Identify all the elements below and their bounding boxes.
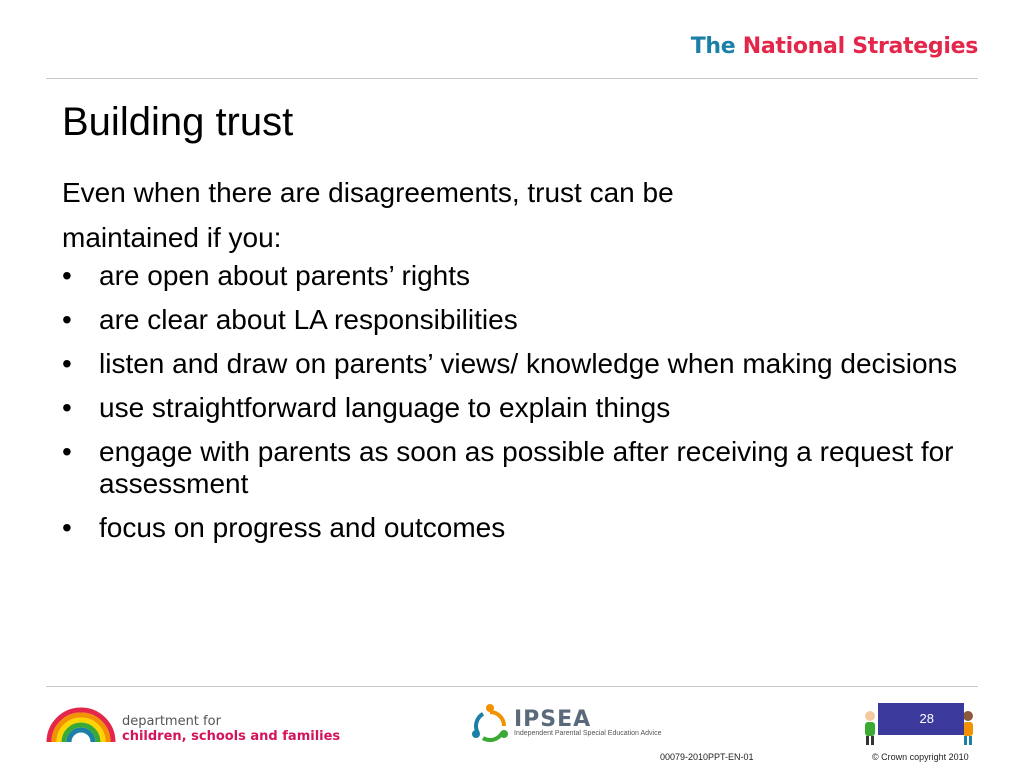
intro-line-1: Even when there are disagreements, trust can be (62, 177, 674, 208)
bullet-dot: • (62, 304, 72, 335)
bullet-item (62, 436, 962, 500)
ipsea-emblem-icon (470, 702, 510, 746)
copyright-notice: © Crown copyright 2010 (872, 752, 969, 762)
bullet-dot: • (62, 348, 72, 379)
footer-divider (46, 686, 978, 687)
bullet-text: engage with parents as soon as possible after receiving a request for assessment (99, 436, 954, 499)
bullet-dot: • (62, 392, 72, 423)
ipsea-logo (470, 702, 662, 751)
bullet-text: are open about parents’ rights (99, 260, 470, 291)
dcsf-line-1: department for (122, 714, 221, 729)
bullet-list (62, 260, 962, 556)
bullet-text: are clear about LA responsibilities (99, 304, 518, 335)
page-number: 28 (919, 711, 934, 726)
ipsea-tagline: Independent Parental Special Education Advice (514, 730, 662, 737)
header-divider (46, 78, 978, 79)
bullet-item (62, 512, 962, 544)
brand-name: National Strategies (742, 34, 978, 59)
bullet-item (62, 348, 962, 380)
page-number-box (878, 703, 964, 735)
bullet-dot: • (62, 260, 72, 291)
intro-line-2: maintained if you: (62, 222, 282, 253)
brand-the: The (690, 34, 736, 59)
dcsf-line-2: children, schools and families (122, 729, 341, 744)
rainbow-icon (46, 706, 116, 742)
national-strategies-logo (691, 34, 978, 59)
slide-title: Building trust (62, 100, 294, 144)
bullet-text: use straightforward language to explain things (99, 392, 671, 423)
bullet-dot: • (62, 512, 72, 543)
bullet-text: focus on progress and outcomes (99, 512, 506, 543)
ipsea-name: IPSEA (514, 707, 592, 732)
bullet-dot: • (62, 436, 72, 467)
document-reference: 00079-2010PPT-EN-01 (660, 752, 754, 762)
bullet-item (62, 260, 962, 292)
bullet-item (62, 392, 962, 424)
bullet-item (62, 304, 962, 336)
slide-intro (62, 170, 942, 260)
bullet-text: listen and draw on parents’ views/ knowledge when making decisions (99, 348, 958, 379)
